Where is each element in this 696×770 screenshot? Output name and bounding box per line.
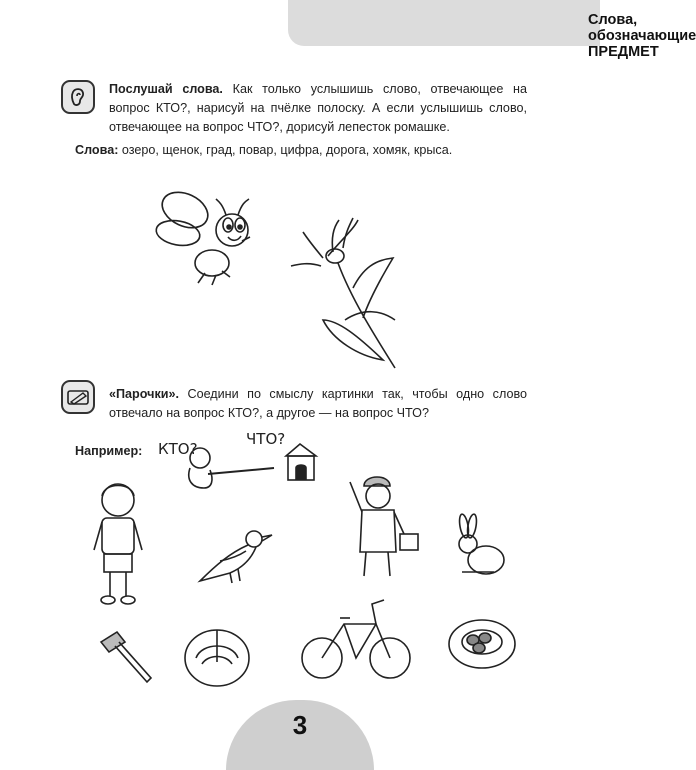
ear-icon — [61, 80, 95, 114]
page-number-tab — [226, 700, 374, 770]
header-tab: Слова, обозначающие ПРЕДМЕТ — [288, 0, 600, 46]
task1-title: Послушай слова. — [109, 82, 223, 96]
bird-illustration — [190, 525, 275, 590]
task1-text: Как только услышишь слово, отвечающее на вопрос КТО?, нарисуй на пчёлке полоску. А если услышишь слово, отвечающее на вопрос ЧТО?, дорисуй лепесток ромашке. — [109, 82, 528, 134]
task2-instruction — [109, 385, 527, 423]
daisy-illustration — [283, 208, 413, 378]
words-list: озеро, щенок, град, повар, цифра, дорога, хомяк, крыса. — [121, 143, 453, 157]
nest-illustration — [445, 612, 520, 672]
bicycle-illustration — [300, 594, 412, 684]
cook-illustration — [342, 472, 422, 582]
rabbit-illustration — [448, 516, 508, 578]
task1-words — [75, 143, 452, 157]
boy-illustration — [88, 478, 148, 608]
example-label: Например: — [75, 444, 143, 458]
pencil-icon — [61, 380, 95, 414]
page-number: 3 — [292, 710, 308, 740]
task1-instruction — [109, 80, 527, 137]
example-connection — [178, 440, 328, 495]
example-who: КТО? — [158, 440, 198, 458]
hammer-illustration — [95, 628, 155, 688]
bee-illustration — [150, 185, 260, 290]
task2-title: «Парочки». — [109, 387, 179, 401]
words-label: Слова: — [75, 143, 119, 157]
task2-text: Соедини по смыслу картинки так, чтобы одно слово отвечало на вопрос КТО?, а другое — на вопрос ЧТО? — [109, 387, 527, 420]
example-what: ЧТО? — [246, 430, 286, 448]
cabbage-illustration — [182, 622, 252, 690]
